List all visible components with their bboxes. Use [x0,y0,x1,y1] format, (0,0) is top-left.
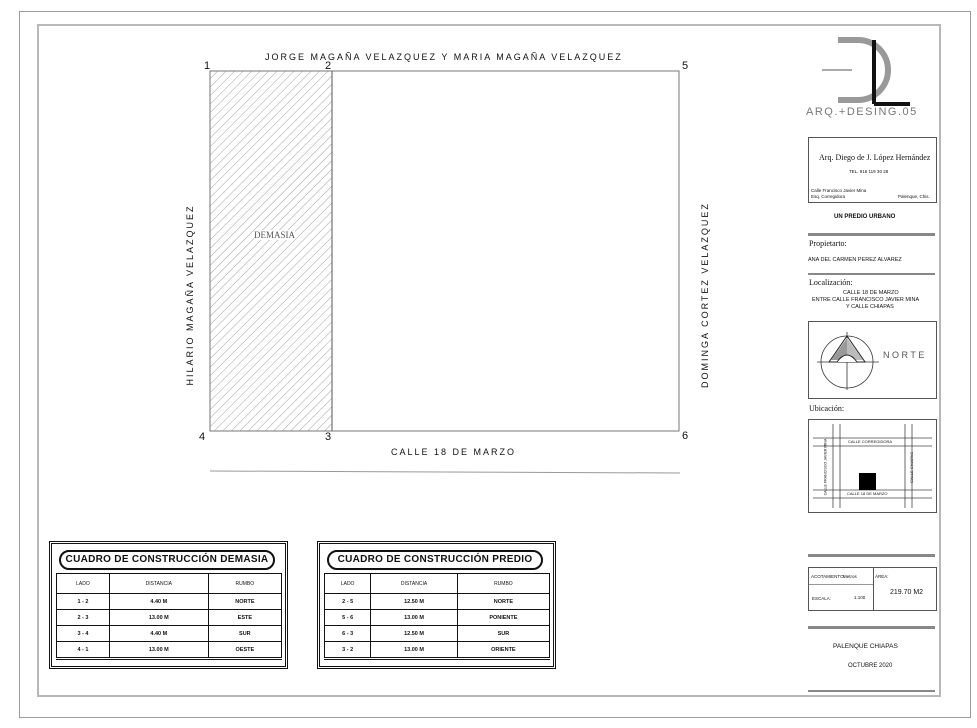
neighbor-west: HILARIO MAGAÑA VELAZQUEZ [185,204,195,386]
vertex-3: 3 [325,431,332,443]
location-line1: CALLE 18 DE MARZO [843,290,899,296]
table-row [57,594,282,610]
north-arrow-icon [817,328,883,392]
table-cell: 1 - 2 [57,594,110,610]
table-cell: 3 - 4 [57,626,110,642]
table-row [57,610,282,626]
table-cell: 13.00 M [109,610,208,626]
table-row [325,594,550,610]
table-cell: 5 - 6 [325,610,371,626]
table-header: DISTANCIA [371,574,457,594]
area-value: 219.70 M2 [890,589,924,596]
address-line1: Calle Francisco Javier Mina [811,188,867,193]
vertex-4: 4 [199,431,206,443]
table-row [57,642,282,659]
table-cell: SUR [208,626,281,642]
escala-value: 1:100 [854,595,866,600]
table-predio-grid [324,573,550,660]
neighbor-east: DOMINGA CORTEZ VELAZQUEZ [700,202,710,388]
map-street-left: CALLE FRANCISCO JAVIER MINA [823,438,828,496]
vertex-5: 5 [682,60,689,72]
table-header: LADO [57,574,110,594]
divider [808,626,935,629]
divider [808,554,935,557]
north-label: NORTE [883,350,927,360]
ubicacion-label: Ubicación: [809,404,845,413]
table-predio-title: CUADRO DE CONSTRUCCIÓN PREDIO [327,550,543,570]
street-grid [809,420,936,512]
table-cell: PONIENTE [457,610,549,626]
table-cell: 13.00 M [371,610,457,626]
table-cell: 2 - 5 [325,594,371,610]
table-cell: ORIENTE [457,642,549,659]
table-cell: NORTE [208,594,281,610]
street-south: CALLE 18 DE MARZO [391,447,517,457]
area-label: ÁREA: [875,574,889,579]
map-street-right: CALLE CHIAPAS [909,451,915,484]
divider [808,273,935,275]
demasia-area [210,71,332,431]
location-line3: Y CALLE CHIAPAS [846,304,894,310]
location-label: Localización: [809,278,853,287]
scale-box [808,567,937,611]
map-street-top: CALLE CORREGIDORA [848,439,893,444]
table-cell: 4.40 M [109,626,208,642]
table-header: RUMBO [208,574,281,594]
address-line2: Esq. Corregidora [811,194,846,199]
table-cell: 2 - 3 [57,610,110,626]
table-cell: ESTE [208,610,281,626]
architect-box [808,137,937,203]
architect-phone: TEL. 916 119 30 28 [849,169,889,174]
table-cell: 13.00 M [371,642,457,659]
table-cell: 6 - 3 [325,626,371,642]
vertex-6: 6 [682,430,689,442]
table-demasia [49,541,288,669]
divider [808,690,935,692]
table-header: DISTANCIA [109,574,208,594]
table-predio [317,541,556,669]
divider [808,233,935,236]
table-demasia-grid [56,573,282,660]
table-header: LADO [325,574,371,594]
table-cell: 13.00 M [109,642,208,659]
table-row [325,610,550,626]
city-label: PALENQUE CHIAPAS [833,643,898,650]
table-cell: OESTE [208,642,281,659]
location-line2: ENTRE CALLE FRANCISCO JAVIER MINA [812,297,920,303]
table-demasia-title: CUADRO DE CONSTRUCCIÓN DEMASIA [59,550,275,570]
logo-mark [818,36,918,108]
table-header: RUMBO [457,574,549,594]
address-city: Palenque, Chis. [898,194,930,199]
date-label: OCTUBRE 2020 [848,663,893,669]
map-street-bottom: CALLE 18 DE MARZO [847,491,888,496]
table-cell: 4 - 1 [57,642,110,659]
site-marker [859,473,876,490]
table-cell: 12.50 M [371,626,457,642]
table-cell: NORTE [457,594,549,610]
table-row [57,626,282,642]
street-line [210,471,680,473]
table-row [325,642,550,659]
table-cell: 4.40 M [109,594,208,610]
acotamiento-label: ACOTAMIENTO: [811,574,845,579]
north-box [808,321,937,399]
table-cell: SUR [457,626,549,642]
table-row [325,626,550,642]
vertex-2: 2 [325,60,332,72]
logo-text: ARQ.+DESING.05 [806,106,918,118]
owner-label: Propietarto: [809,239,847,248]
neighbor-north: JORGE MAGAÑA VELAZQUEZ Y MARIA MAGAÑA VELAZQUEZ [265,52,623,62]
table-cell: 12.50 M [371,594,457,610]
vertex-1: 1 [204,60,211,72]
project-title: UN PREDIO URBANO [834,214,896,220]
location-map [808,419,937,513]
acotamiento-value: Metros [843,574,857,579]
architect-name: Arq. Diego de J. López Hernández [819,153,931,162]
owner-name: ANA DEL CARMEN PEREZ ALVAREZ [808,257,902,263]
table-cell: 3 - 2 [325,642,371,659]
escala-label: ESCALA: [812,596,832,601]
demasia-label: DEMASIA [254,230,296,240]
